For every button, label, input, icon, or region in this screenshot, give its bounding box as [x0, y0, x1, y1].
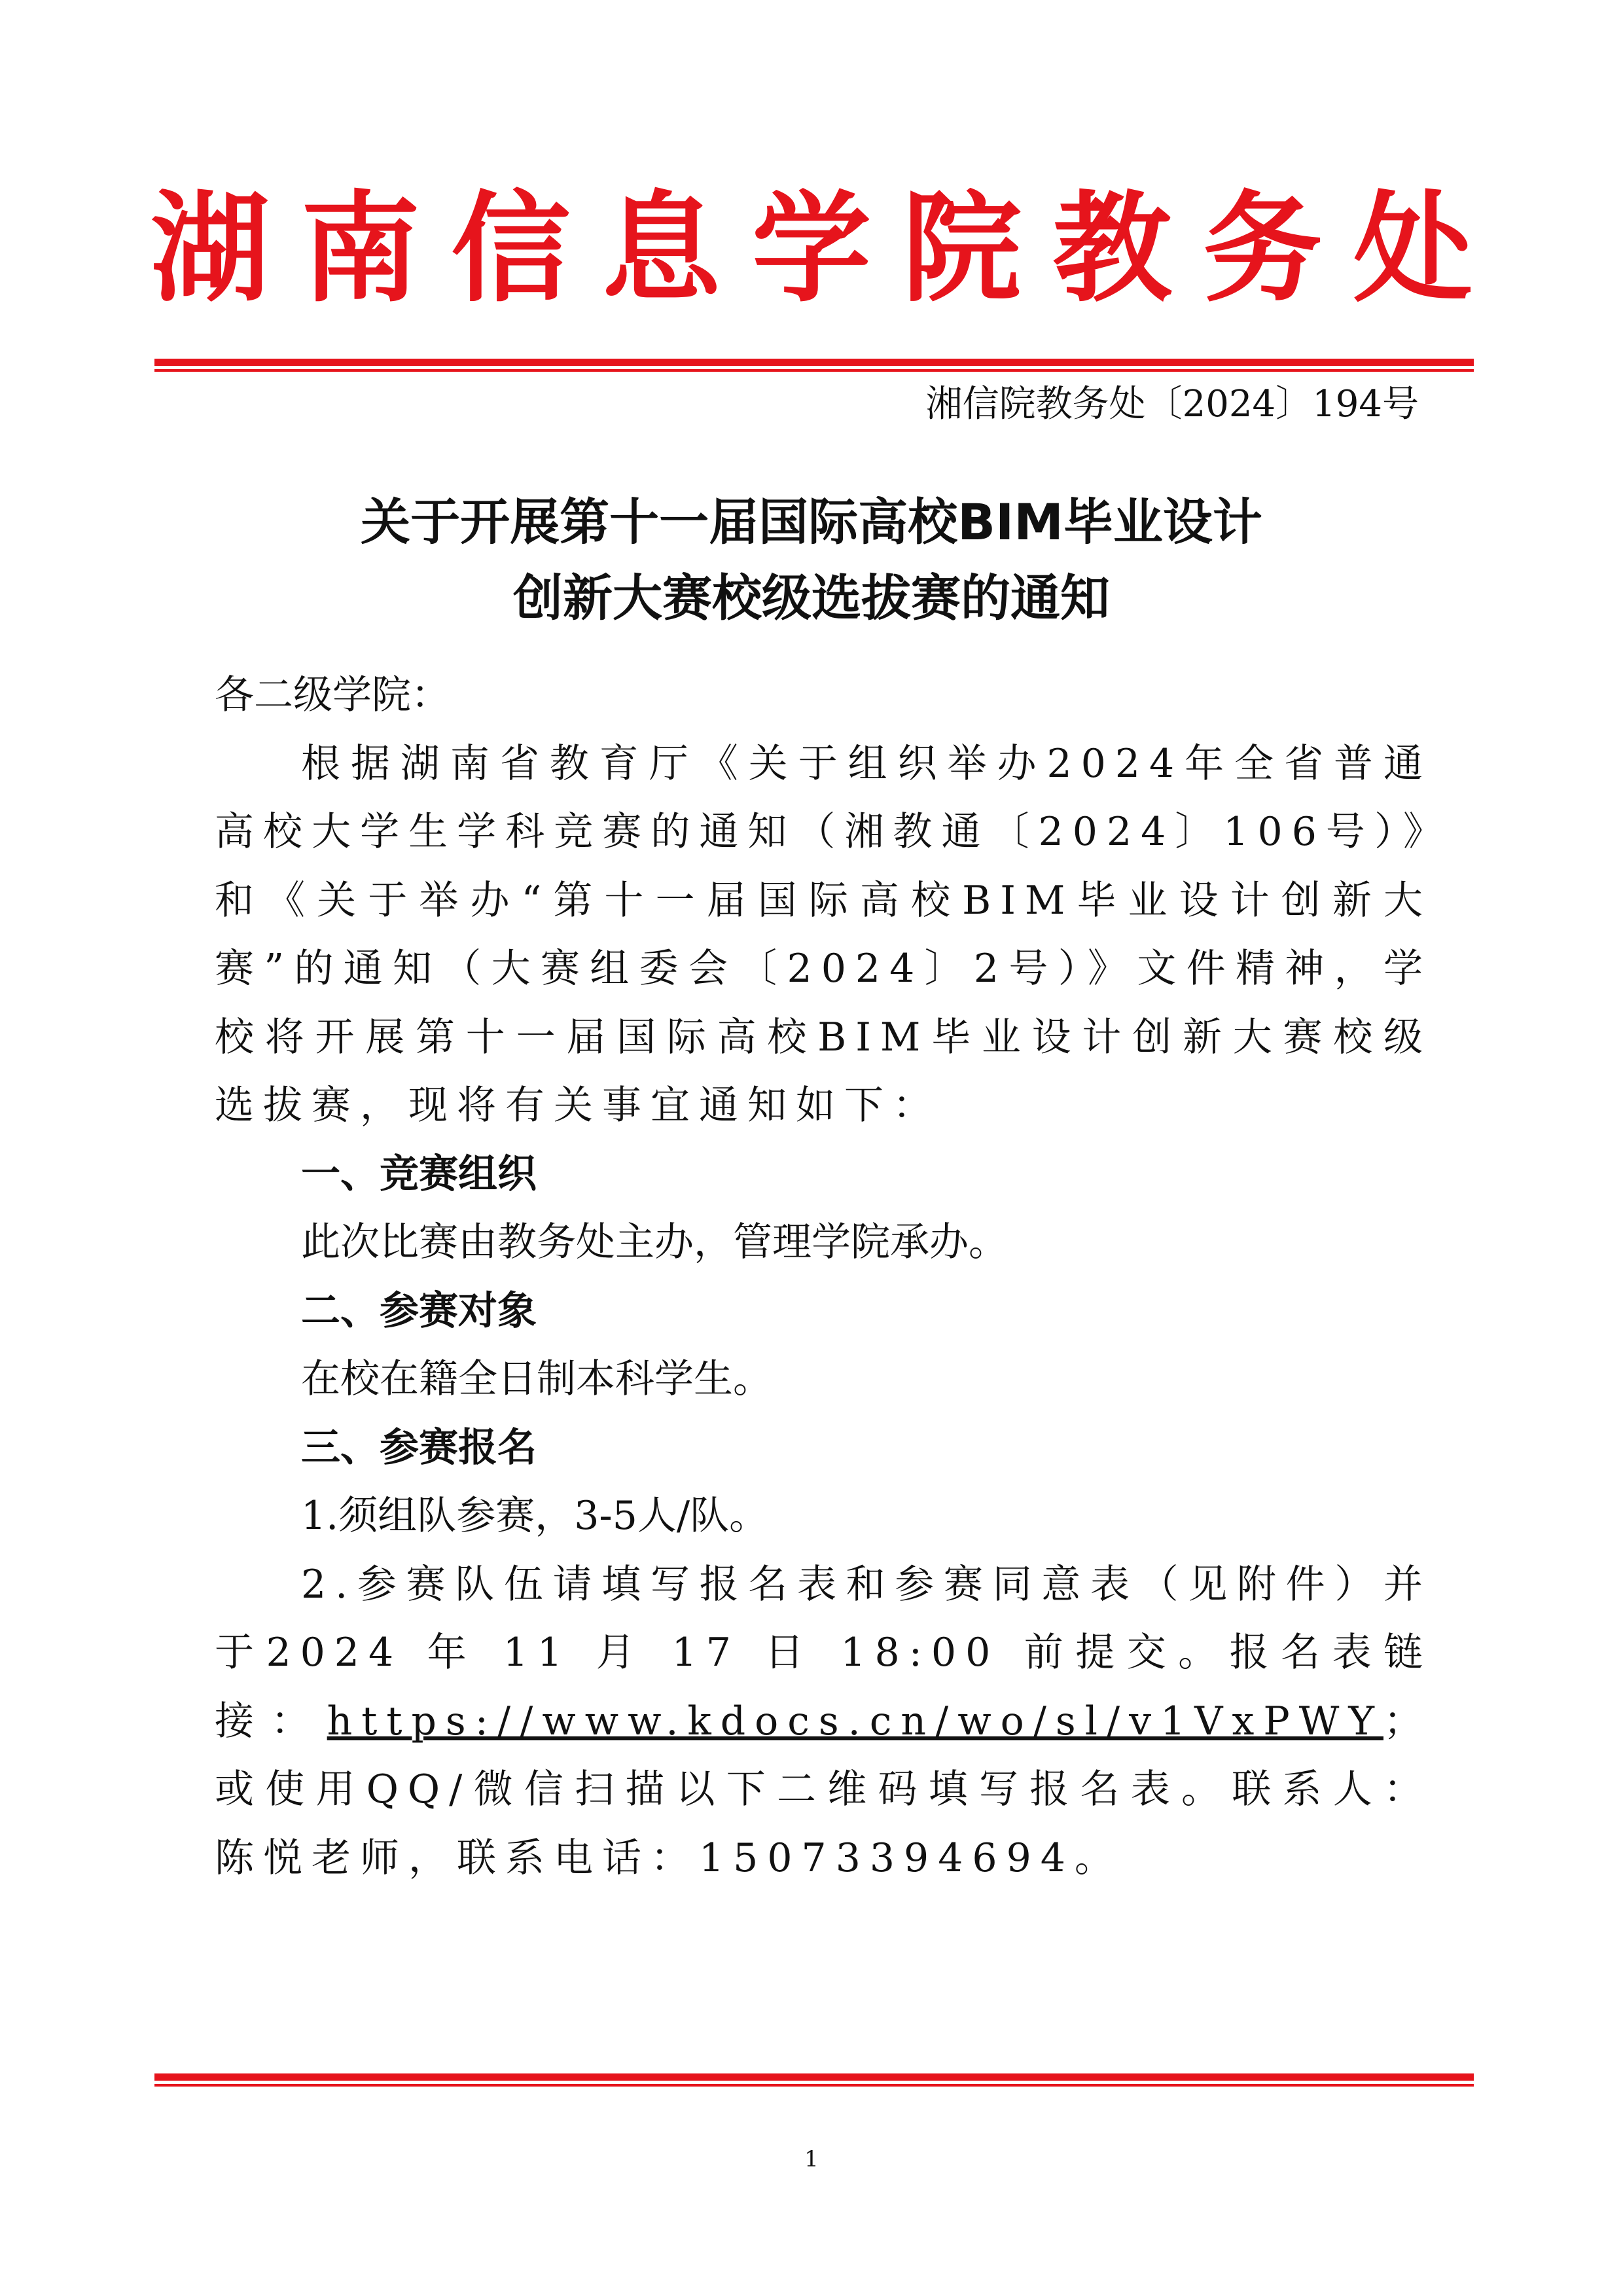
- section-heading-organization: 一、竞赛组织: [301, 1151, 537, 1197]
- footer-rule-thin: [154, 2084, 1474, 2087]
- footer-rule-thick: [154, 2073, 1474, 2081]
- document-number: 湘信院教务处〔2024〕194号: [925, 383, 1419, 425]
- header-rule-thin: [154, 369, 1474, 372]
- registration-item-2-contact: ；或使用QQ/微信扫描以下二维码填写报名表。联系人：陈悦老师，联系电话：15073394694。: [215, 1698, 1432, 1881]
- document-body: [215, 661, 1432, 1892]
- section-heading-participants: 二、参赛对象: [301, 1287, 537, 1334]
- title-line-1: 关于开展第十一届国际高校BIM毕业设计: [361, 493, 1262, 551]
- registration-item-1: 1.须组队参赛，3-5人/队。: [301, 1493, 769, 1539]
- document-title: [209, 484, 1414, 636]
- registration-form-link[interactable]: https://www.kdocs.cn/wo/sl/v1VxPWY: [327, 1698, 1383, 1744]
- salutation: 各二级学院：: [215, 672, 450, 718]
- header-rule-thick: [154, 359, 1474, 366]
- section-text-organization: 此次比赛由教务处主办，管理学院承办。: [301, 1219, 1008, 1265]
- section-heading-registration: 三、参赛报名: [301, 1424, 537, 1471]
- title-line-2: 创新大赛校级选拔赛的通知: [513, 569, 1110, 627]
- registration-item-2: [215, 1551, 1432, 1893]
- intro-paragraph: 根据湖南省教育厅《关于组织举办2024年全省普通高校大学生学科竞赛的通知（湘教通〔2024〕106号）》和《关于举办“第十一届国际高校BIM毕业设计创新大赛”的通知（大赛组委会〔2024〕2号）》文件精神，学校将开展第十一届国际高校BIM毕业设计创新大赛校级选拔赛，现将有关事宜通知如下：: [215, 740, 1432, 1128]
- page-number: 1: [804, 2146, 819, 2172]
- registration-item-2-text: 2.参赛队伍请填写报名表和参赛同意表（见附件）并于2024 年 11 月 17 日 18:00 前提交。报名表链接：: [215, 1561, 1432, 1744]
- section-text-participants: 在校在籍全日制本科学生。: [301, 1356, 772, 1402]
- masthead-title: 湖南信息学院教务处: [151, 179, 1472, 318]
